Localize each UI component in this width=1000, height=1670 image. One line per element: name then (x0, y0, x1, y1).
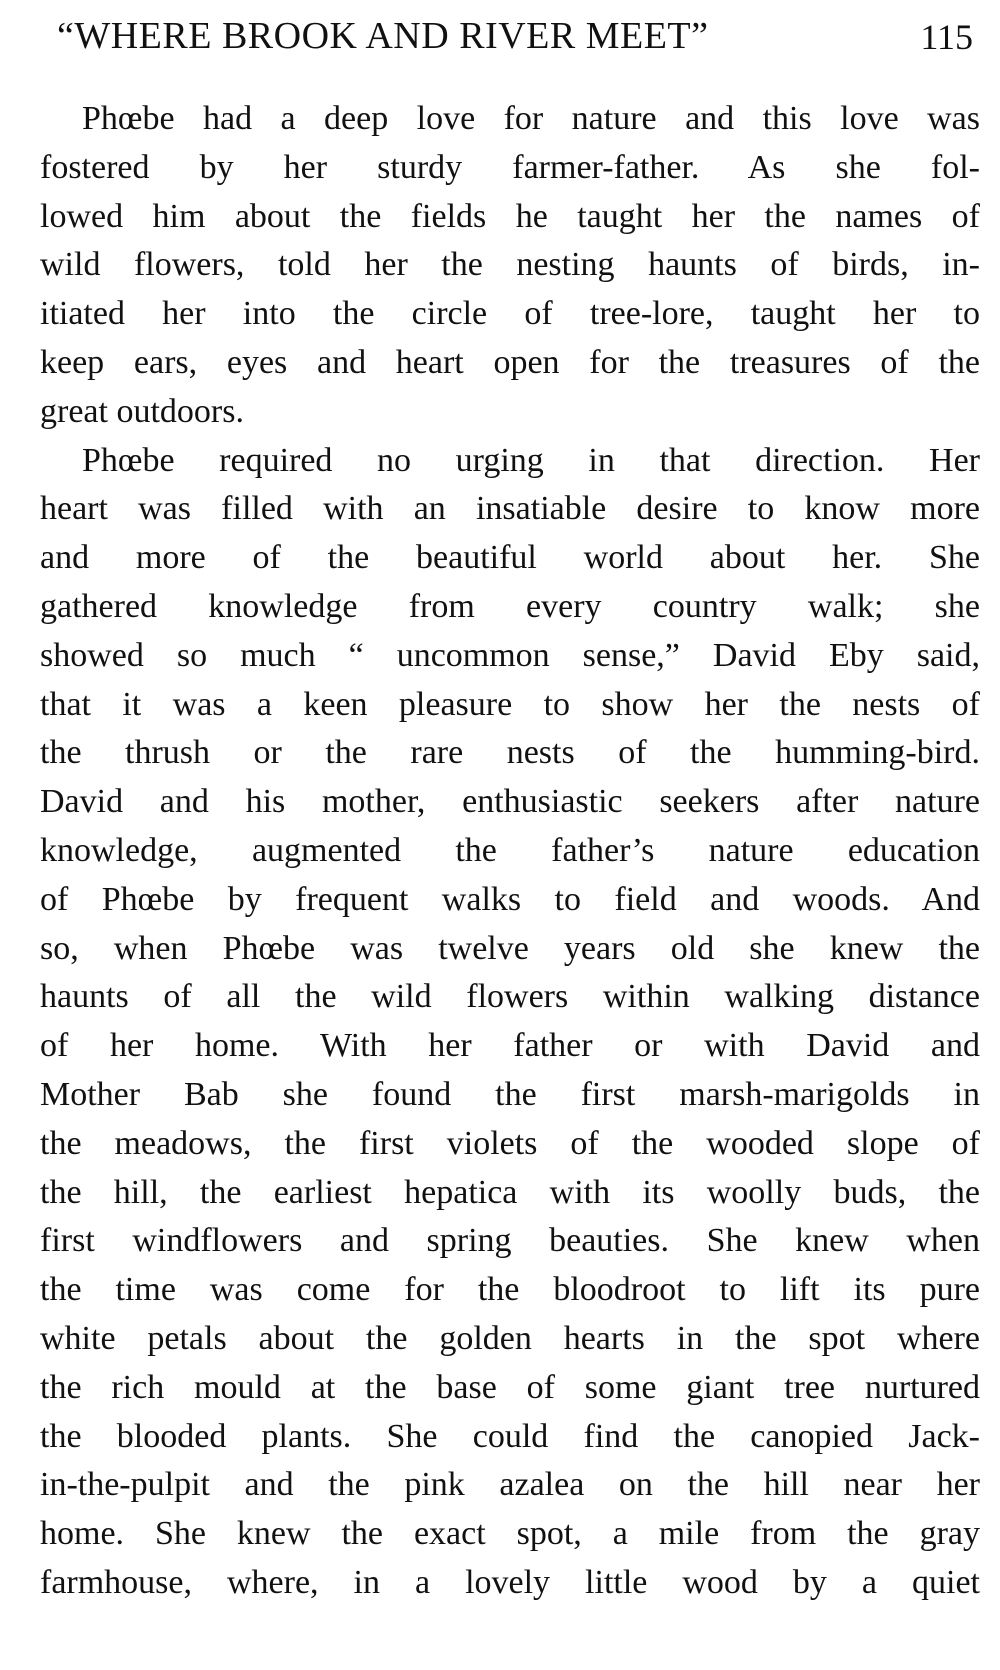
text-line: great outdoors. (40, 392, 244, 430)
text-line: fostered by her sturdy farmer-father. As she fol- (40, 148, 980, 186)
text-line: the meadows, the first violets of the wooded slope of (40, 1124, 980, 1162)
text-line: the rich mould at the base of some giant tree nurtured (40, 1368, 980, 1406)
text-line: that it was a keen pleasure to show her the nests of (40, 685, 980, 723)
text-line: heart was filled with an insatiable desire to know more (40, 490, 980, 528)
text-line: the time was come for the bloodroot to lift its pure (40, 1271, 980, 1309)
page-number: 115 (920, 17, 973, 57)
text-line: haunts of all the wild flowers within walking distance (40, 978, 980, 1016)
body-text (40, 95, 980, 1608)
text-line: of her home. With her father or with David and (40, 1027, 980, 1065)
running-head-title: “WHERE BROOK AND RIVER MEET” (57, 15, 709, 57)
text-line: Mother Bab she found the first marsh-marigolds in (40, 1075, 980, 1113)
text-line: farmhouse, where, in a lovely little wood by a quiet (40, 1563, 980, 1601)
text-line: the hill, the earliest hepatica with its woolly buds, the (40, 1173, 980, 1211)
text-line: white petals about the golden hearts in the spot where (40, 1319, 980, 1357)
text-line: so, when Phœbe was twelve years old she knew the (40, 929, 980, 967)
text-line: and more of the beautiful world about her. She (40, 539, 980, 577)
text-line: keep ears, eyes and heart open for the treasures of the (40, 343, 980, 381)
text-line: knowledge, augmented the father’s nature education (40, 831, 980, 869)
text-line: in-the-pulpit and the pink azalea on the hill near her (40, 1466, 980, 1504)
text-line: first windflowers and spring beauties. She knew when (40, 1222, 980, 1260)
running-head (45, 8, 985, 64)
text-line: the blooded plants. She could find the canopied Jack- (40, 1417, 980, 1455)
text-line: of Phœbe by frequent walks to field and woods. And (40, 880, 980, 918)
text-line: wild flowers, told her the nesting haunts of birds, in- (40, 246, 980, 284)
text-line: the thrush or the rare nests of the humming-bird. (40, 734, 980, 772)
text-line: showed so much “ uncommon sense,” David Eby said, (40, 636, 980, 674)
paragraph (40, 437, 980, 1608)
text-line: lowed him about the fields he taught her the names of (40, 197, 980, 235)
text-line: gathered knowledge from every country walk; she (40, 587, 980, 625)
paragraph (40, 95, 980, 437)
text-line: Phœbe required no urging in that direction. Her (82, 441, 980, 479)
text-line: Phœbe had a deep love for nature and this love was (82, 100, 980, 137)
text-line: home. She knew the exact spot, a mile from the gray (40, 1515, 980, 1553)
text-line: David and his mother, enthusiastic seekers after nature (40, 783, 980, 821)
text-line: itiated her into the circle of tree-lore, taught her to (40, 295, 980, 333)
